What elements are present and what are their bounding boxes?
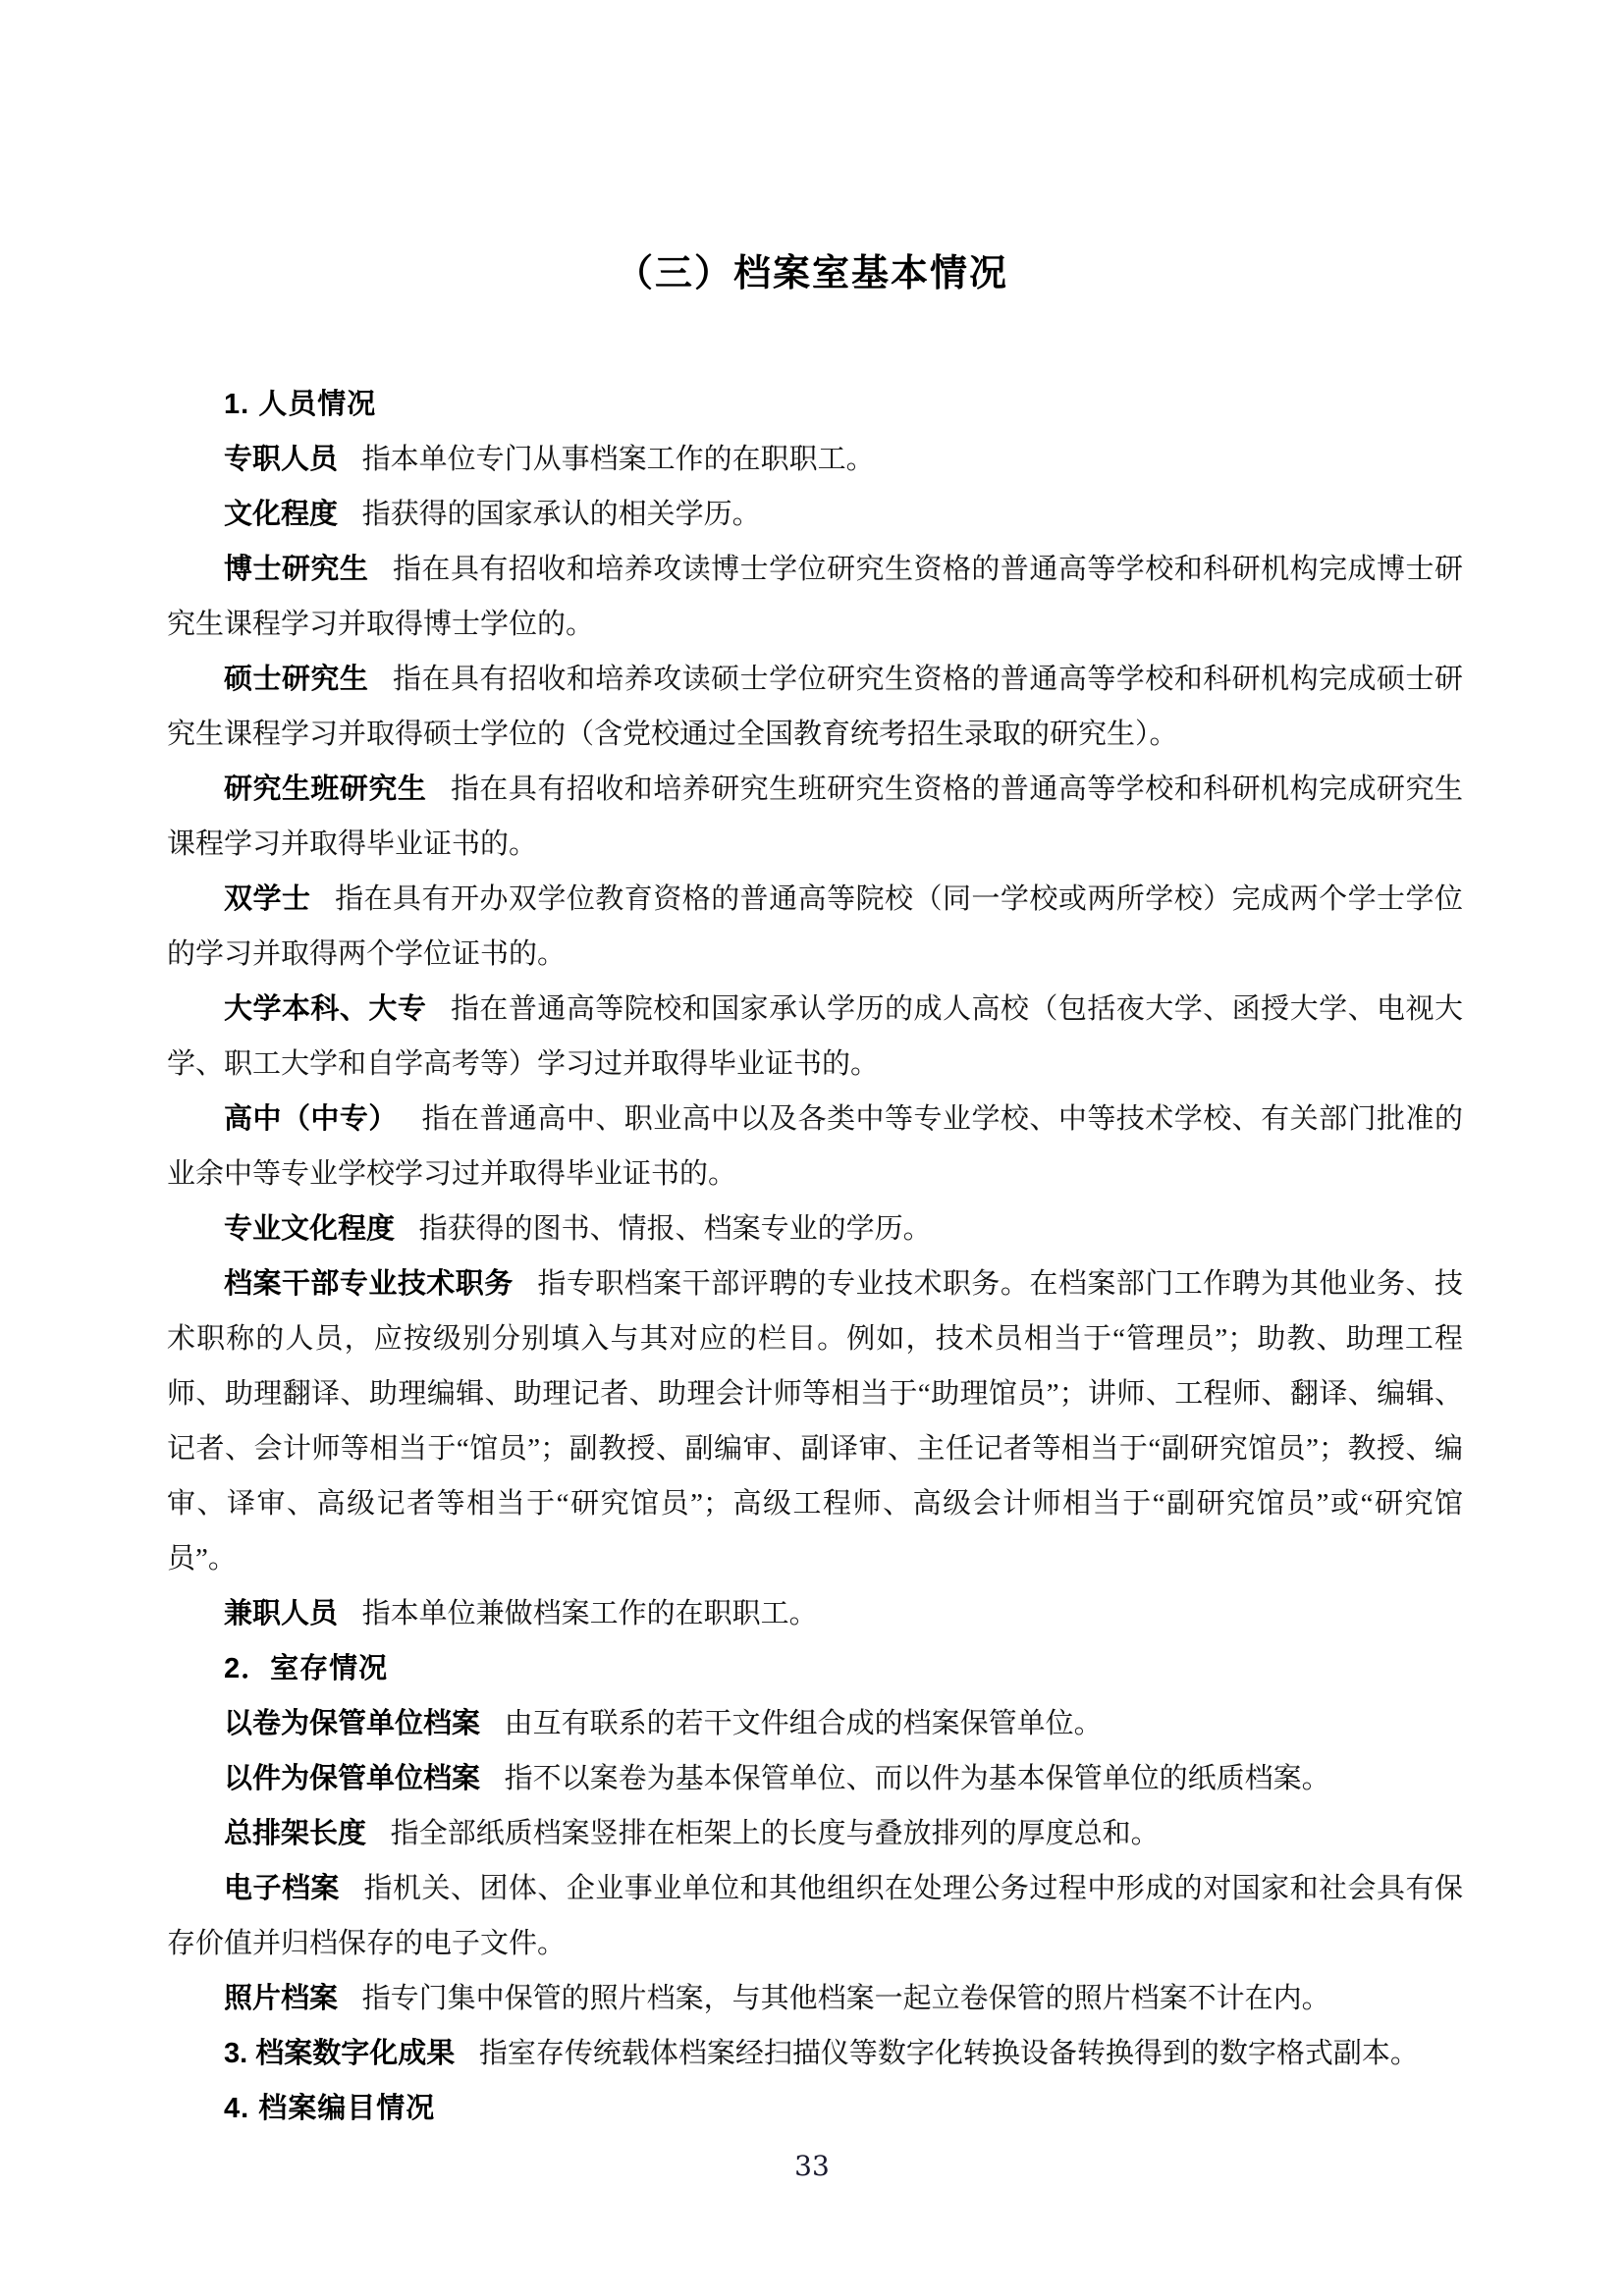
term-definition: 指室存传统载体档案经扫描仪等数字化转换设备转换得到的数字格式副本。 — [478, 2038, 1419, 2069]
definition-paragraph — [167, 982, 1463, 1092]
term-label: 3. 档案数字化成果 — [224, 2038, 456, 2069]
term-label: 高中（中专） — [224, 1103, 398, 1135]
term-label: 电子档案 — [224, 1873, 340, 1904]
term-definition: 指专门集中保管的照片档案，与其他档案一起立卷保管的照片档案不计在内。 — [361, 1983, 1330, 2014]
definition-paragraph — [167, 1696, 1463, 1751]
definition-paragraph — [167, 542, 1463, 652]
section-heading — [167, 377, 1463, 432]
definition-paragraph — [167, 1256, 1463, 1586]
definition-paragraph — [167, 432, 1463, 487]
term-definition: 指在普通高等院校和国家承认学历的成人高校（包括夜大学、函授大学、电视大学、职工大学和自学高考等）学习过并取得毕业证书的。 — [167, 993, 1463, 1080]
term-definition: 指专职档案干部评聘的专业技术职务。在档案部门工作聘为其他业务、技术职称的人员，应按级别分别填入与其对应的栏目。例如，技术员相当于“管理员”；助教、助理工程师、助理翻译、助理编辑、助理记者、助理会计师等相当于“助理馆员”；讲师、工程师、翻译、编辑、记者、会计师等相当于“馆员”；副教授、副编审、副译审、主任记者等相当于“副研究馆员”；教授、编审、译审、高级记者等相当于“研究馆员”；高级工程师、高级会计师相当于“副研究馆员”或“研究馆员”。 — [167, 1268, 1463, 1575]
definition-paragraph — [167, 487, 1463, 542]
section-heading — [167, 1641, 1463, 1696]
term-definition: 指在具有招收和培养攻读博士学位研究生资格的普通高等学校和科研机构完成博士研究生课程学习并取得博士学位的。 — [167, 554, 1463, 640]
term-label: 双学士 — [224, 883, 311, 915]
definition-paragraph — [167, 652, 1463, 762]
term-definition: 指机关、团体、企业事业单位和其他组织在处理公务过程中形成的对国家和社会具有保存价值并归档保存的电子文件。 — [167, 1873, 1463, 1959]
term-label: 研究生班研究生 — [224, 774, 427, 805]
term-label: 总排架长度 — [224, 1818, 367, 1849]
term-definition: 指获得的国家承认的相关学历。 — [361, 499, 761, 530]
term-label: 硕士研究生 — [224, 664, 369, 695]
term-definition: 指在普通高中、职业高中以及各类中等专业学校、中等技术学校、有关部门批准的业余中等专业学校学习过并取得毕业证书的。 — [167, 1103, 1463, 1190]
document-body — [167, 377, 1463, 2136]
term-definition: 指本单位专门从事档案工作的在职职工。 — [361, 444, 875, 475]
term-label: 博士研究生 — [224, 554, 369, 585]
term-label: 文化程度 — [224, 499, 339, 530]
definition-paragraph — [167, 762, 1463, 872]
heading-label: 2．室存情况 — [224, 1653, 389, 1684]
definition-paragraph — [167, 2026, 1463, 2081]
term-definition: 指在具有开办双学位教育资格的普通高等院校（同一学校或两所学校）完成两个学士学位的学习并取得两个学位证书的。 — [167, 883, 1463, 970]
term-definition: 由互有联系的若干文件组合成的档案保管单位。 — [504, 1708, 1103, 1739]
section-title: （三）档案室基本情况 — [615, 250, 1008, 294]
term-definition: 指不以案卷为基本保管单位、而以件为基本保管单位的纸质档案。 — [504, 1763, 1330, 1794]
term-definition: 指本单位兼做档案工作的在职职工。 — [361, 1598, 818, 1629]
term-label: 专业文化程度 — [224, 1213, 396, 1245]
term-label: 档案干部专业技术职务 — [224, 1268, 514, 1300]
definition-paragraph — [167, 1861, 1463, 1971]
definition-paragraph — [167, 1971, 1463, 2026]
term-label: 以卷为保管单位档案 — [224, 1708, 481, 1739]
definition-paragraph — [167, 1092, 1463, 1201]
section-heading — [167, 2081, 1463, 2136]
term-label: 照片档案 — [224, 1983, 339, 2014]
term-definition: 指全部纸质档案竖排在柜架上的长度与叠放排列的厚度总和。 — [390, 1818, 1160, 1849]
definition-paragraph — [167, 1806, 1463, 1861]
term-definition: 指在具有招收和培养攻读硕士学位研究生资格的普通高等学校和科研机构完成硕士研究生课程学习并取得硕士学位的（含党校通过全国教育统考招生录取的研究生）。 — [167, 664, 1463, 750]
definition-paragraph — [167, 1201, 1463, 1256]
term-definition: 指获得的图书、情报、档案专业的学历。 — [418, 1213, 932, 1245]
term-label: 以件为保管单位档案 — [224, 1763, 481, 1794]
definition-paragraph — [167, 1586, 1463, 1641]
definition-paragraph — [167, 1751, 1463, 1806]
term-label: 大学本科、大专 — [224, 993, 427, 1025]
heading-label: 4. 档案编目情况 — [224, 2093, 436, 2124]
term-label: 专职人员 — [224, 444, 339, 475]
page-number: 33 — [794, 2150, 830, 2182]
term-definition: 指在具有招收和培养研究生班研究生资格的普通高等学校和科研机构完成研究生课程学习并取得毕业证书的。 — [167, 774, 1463, 860]
definition-paragraph — [167, 872, 1463, 982]
term-label: 兼职人员 — [224, 1598, 339, 1629]
heading-label: 1. 人员情况 — [224, 389, 377, 420]
